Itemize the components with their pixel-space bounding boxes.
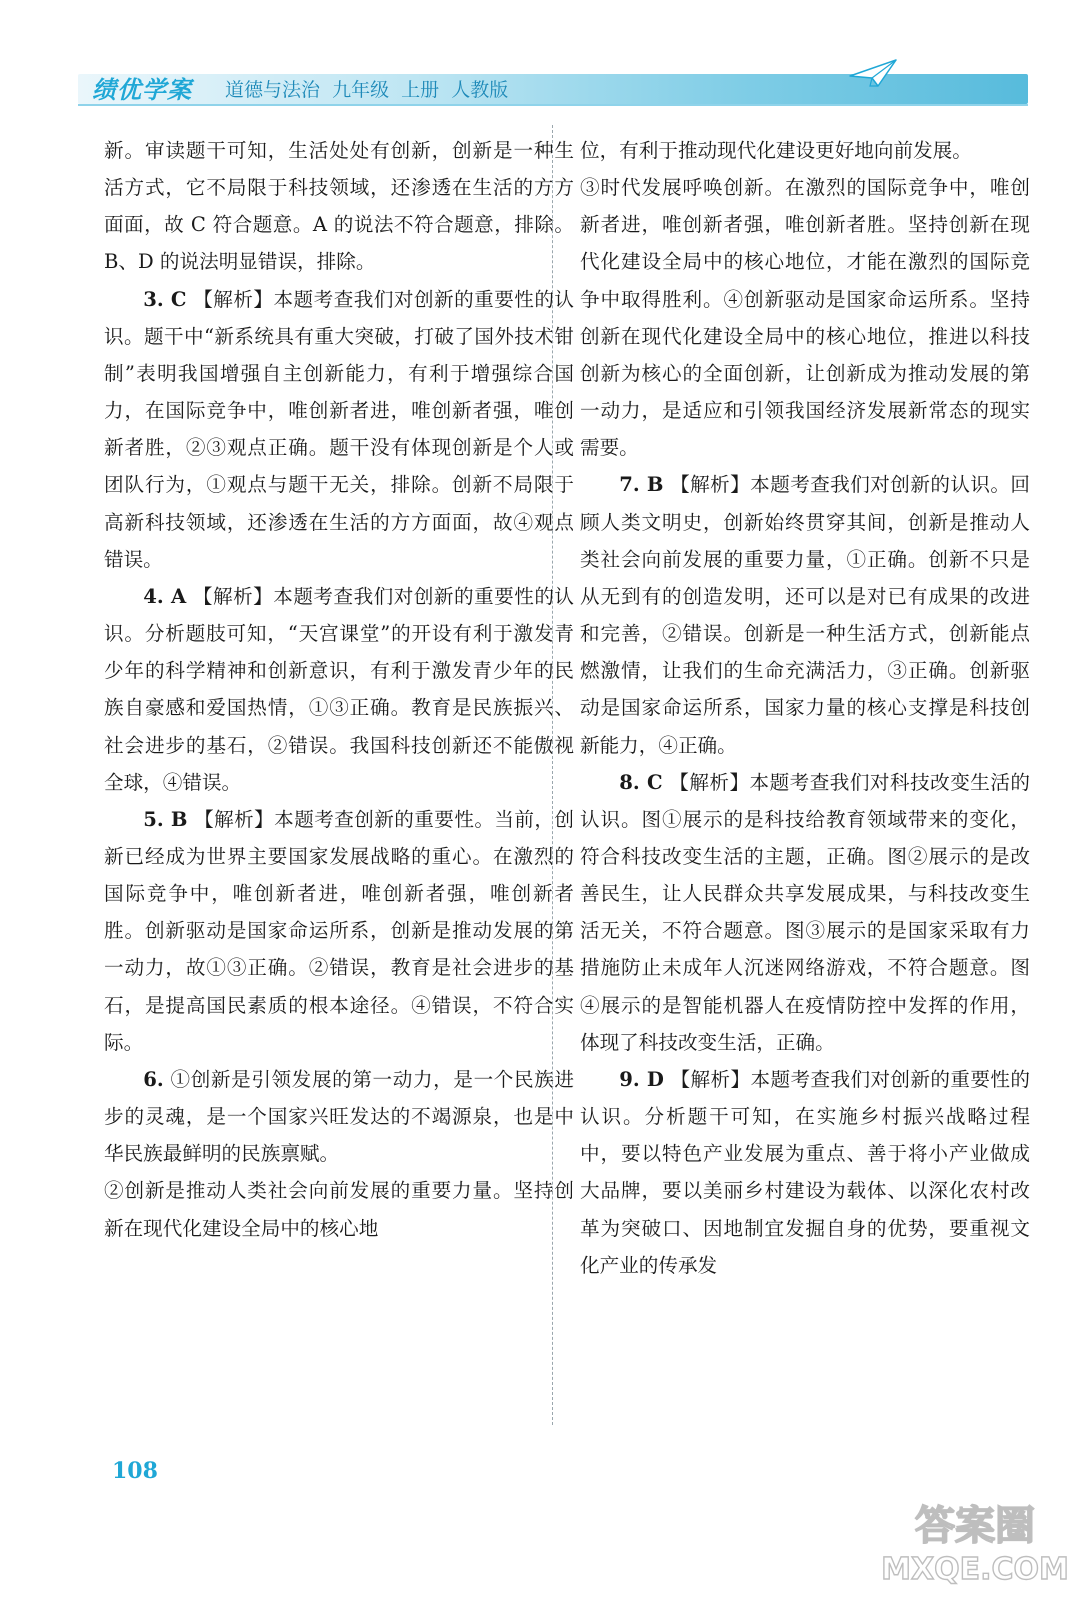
question-number: 9. D bbox=[619, 1067, 664, 1091]
paragraph-text: ②创新是推动人类社会向前发展的重要力量。坚持创新在现代化建设全局中的核心地 bbox=[104, 1179, 574, 1240]
text-paragraph bbox=[104, 132, 574, 281]
book-subject: 道德与法治 九年级 上册 人教版 bbox=[225, 79, 509, 101]
question-number: 6. bbox=[143, 1067, 164, 1091]
brand-logo: 绩优学案 bbox=[92, 76, 192, 104]
paragraph-text: 新。审读题干可知，生活处处有创新，创新是一种生活方式，它不局限于科技领域，还渗透在生活的方方面面，故 C 符合题意。A 的说法不符合题意，排除。B、D 的说法明显错误，排除。 bbox=[104, 139, 574, 274]
question-number: 4. A bbox=[143, 584, 187, 608]
text-paragraph bbox=[104, 1172, 574, 1246]
question-number: 8. C bbox=[619, 770, 663, 794]
answer-paragraph bbox=[580, 764, 1030, 1061]
page-number: 108 bbox=[112, 1458, 158, 1484]
paper-plane-icon bbox=[848, 58, 898, 90]
answer-paragraph bbox=[104, 281, 574, 578]
watermark-line2: MXQE.COM bbox=[881, 1552, 1069, 1587]
answer-paragraph bbox=[104, 578, 574, 801]
paragraph-text: 【解析】本题考查我们对创新的认识。回顾人类文明史，创新始终贯穿其间，创新是推动人类社会向前发展的重要力量，①正确。创新不只是从无到有的创造发明，还可以是对已有成果的改进和完善，②错误。创新是一种生活方式，创新能点燃激情，让我们的生命充满活力，③正确。创新驱动是国家命运所系，国家力量的核心支撑是科技创新能力，④正确。 bbox=[580, 473, 1030, 757]
paragraph-text: ③时代发展呼唤创新。在激烈的国际竞争中，唯创新者进，唯创新者强，唯创新者胜。坚持创新在现代化建设全局中的核心地位，才能在激烈的国际竞争中取得胜利。④创新驱动是国家命运所系。坚持创新在现代化建设全局中的核心地位，推进以科技创新为核心的全面创新，让创新成为推动发展的第一动力，是适应和引领我国经济发展新常态的现实需要。 bbox=[580, 176, 1030, 460]
watermark-logo bbox=[881, 1493, 1069, 1588]
answer-paragraph bbox=[580, 466, 1030, 763]
answer-paragraph bbox=[104, 801, 574, 1061]
text-paragraph bbox=[580, 132, 1030, 169]
paragraph-text: 【解析】本题考查我们对创新的重要性的认识。分析题肢可知，“天宫课堂”的开设有利于激发青少年的科学精神和创新意识，有利于激发青少年的民族自豪感和爱国热情，①③正确。教育是民族振兴、社会进步的基石，②错误。我国科技创新还不能傲视全球，④错误。 bbox=[104, 584, 575, 794]
question-number: 7. B bbox=[619, 473, 664, 497]
watermark-line1: 答案圈 bbox=[915, 1503, 1035, 1549]
paragraph-text: 【解析】本题考查我们对创新的重要性的认识。题干中“新系统具有重大突破，打破了国外技术钳制”表明我国增强自主创新能力，有利于增强综合国力，在国际竞争中，唯创新者进，唯创新者强，唯创新者胜，②③观点正确。题干没有体现创新是个人或团队行为，①观点与题干无关，排除。创新不局限于高新科技领域，还渗透在生活的方方面面，故④观点错误。 bbox=[104, 287, 574, 571]
paragraph-text: 【解析】本题考查创新的重要性。当前，创新已经成为世界主要国家发展战略的重心。在激烈的国际竞争中，唯创新者进，唯创新者强，唯创新者胜。创新驱动是国家命运所系，创新是推动发展的第一动力，故①③正确。②错误，教育是社会进步的基石，是提高国民素质的根本途径。④错误，不符合实际。 bbox=[104, 807, 574, 1054]
answer-paragraph bbox=[580, 1061, 1030, 1284]
question-number: 5. B bbox=[143, 807, 188, 831]
paragraph-text: ①创新是引领发展的第一动力，是一个民族进步的灵魂，是一个国家兴旺发达的不竭源泉，也是中华民族最鲜明的民族禀赋。 bbox=[104, 1067, 574, 1166]
right-column bbox=[580, 132, 1030, 1284]
answer-paragraph bbox=[104, 1061, 574, 1172]
question-number: 3. C bbox=[143, 287, 187, 311]
paragraph-text: 【解析】本题考查我们对创新的重要性的认识。分析题干可知，在实施乡村振兴战略过程中，要以特色产业发展为重点、善于将小产业做成大品牌，要以美丽乡村建设为载体、以深化农村改革为突破口、因地制宜发掘自身的优势，要重视文化产业的传承发 bbox=[580, 1067, 1030, 1277]
header-rule bbox=[78, 104, 1028, 106]
left-column bbox=[104, 132, 574, 1247]
paragraph-text: 位，有利于推动现代化建设更好地向前发展。 bbox=[580, 139, 972, 162]
column-divider bbox=[552, 125, 553, 1425]
paragraph-text: 【解析】本题考查我们对科技改变生活的认识。图①展示的是科技给教育领域带来的变化，符合科技改变生活的主题，正确。图②展示的是改善民生，让人民群众共享发展成果，与科技改变生活无关，不符合题意。图③展示的是国家采取有力措施防止未成年人沉迷网络游戏，不符合题意。图④展示的是智能机器人在疫情防控中发挥的作用，体现了科技改变生活，正确。 bbox=[580, 770, 1031, 1054]
text-paragraph bbox=[580, 169, 1030, 466]
